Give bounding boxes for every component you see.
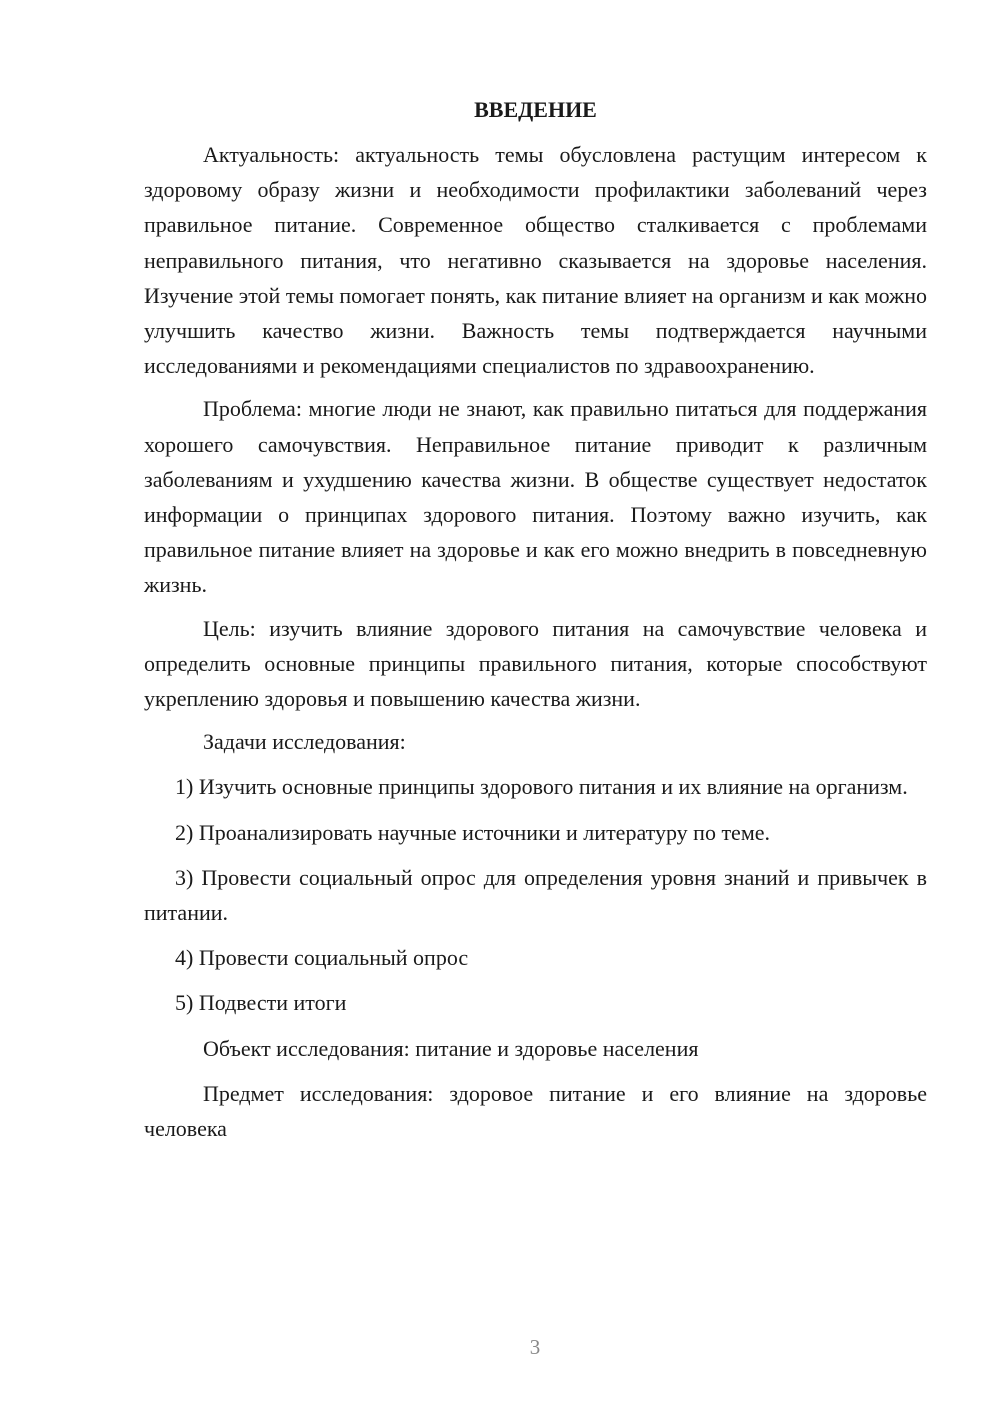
tasks-heading: Задачи исследования: <box>203 729 406 755</box>
research-subject: Предмет исследования: здоровое питание и его влияние на здоровье человека <box>144 1080 927 1142</box>
task-item-5: 5) Подвести итоги <box>175 990 347 1016</box>
document-page <box>144 95 927 1154</box>
paragraph-relevance: Актуальность: актуальность темы обусловлена растущим интересом к здоровому образу жизни и необходимости профилактики заболеваний через правильное питание. Современное общество сталкивается с проблемами неправильного питания, что негативно сказывается на здоровье населения. Изучение этой темы помогает понять, как питание влияет на организм и как можно улучшить качество жизни. Важность темы подтверждается научными исследованиями и рекомендациями специалистов по здравоохранению. <box>144 142 927 379</box>
page-number: 3 <box>529 1335 541 1359</box>
task-item-2: 2) Проанализировать научные источники и литературу по теме. <box>175 819 771 845</box>
task-item-3: 3) Провести социальный опрос для определения уровня знаний и привычек в питании. <box>144 864 927 926</box>
paragraph-goal: Цель: изучить влияние здорового питания на самочувствие человека и определить основные принципы правильного питания, которые способствуют укреплению здоровья и повышению качества жизни. <box>144 615 927 712</box>
paragraph-problem: Проблема: многие люди не знают, как правильно питаться для поддержания хорошего самочувствия. Неправильное питание приводит к различным заболеваниям и ухудшению качества жизни. В обществе существует недостаток информации о принципах здорового питания. Поэтому важно изучить, как правильное питание влияет на здоровье и как его можно внедрить в повседневную жизнь. <box>144 396 927 598</box>
research-object: Объект исследования: питание и здоровье населения <box>203 1035 699 1061</box>
section-title: ВВЕДЕНИЕ <box>474 97 597 122</box>
task-item-1: 1) Изучить основные принципы здорового питания и их влияние на организм. <box>175 774 908 800</box>
task-item-4: 4) Провести социальный опрос <box>175 945 469 971</box>
